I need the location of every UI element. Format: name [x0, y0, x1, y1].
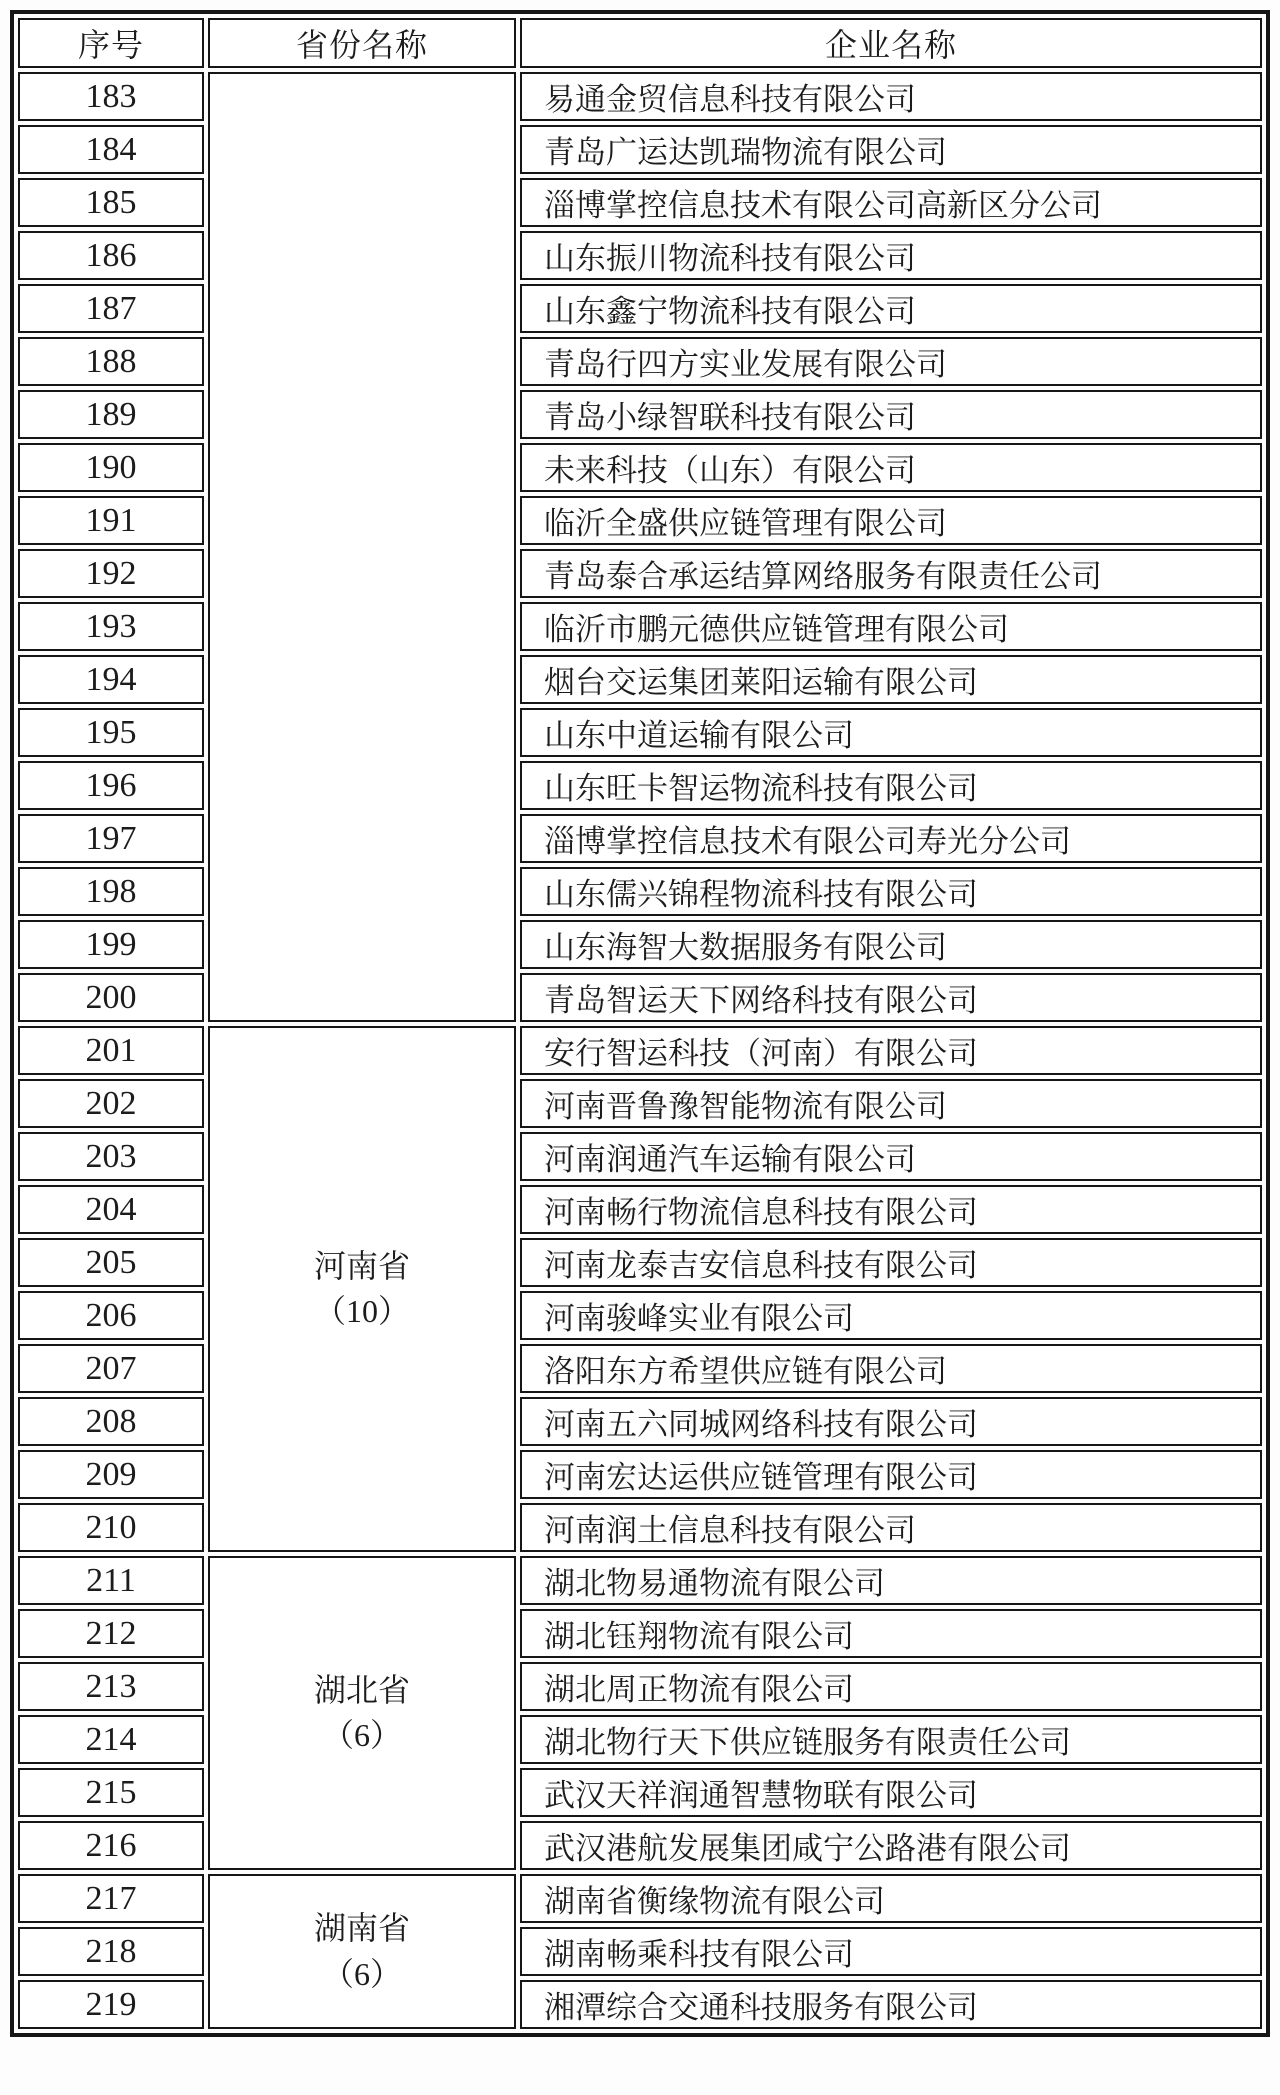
table-row [18, 1344, 1262, 1393]
serial-number-cell: 205 [18, 1238, 204, 1287]
serial-number-cell: 193 [18, 602, 204, 651]
serial-number-cell: 186 [18, 231, 204, 280]
serial-number-cell: 194 [18, 655, 204, 704]
company-name-cell: 河南龙泰吉安信息科技有限公司 [520, 1238, 1262, 1287]
serial-number-cell: 189 [18, 390, 204, 439]
serial-number-cell: 203 [18, 1132, 204, 1181]
table-row [18, 761, 1262, 810]
company-name-cell: 河南畅行物流信息科技有限公司 [520, 1185, 1262, 1234]
company-name-cell: 易通金贸信息科技有限公司 [520, 72, 1262, 121]
table-row [18, 1927, 1262, 1976]
serial-number-cell: 183 [18, 72, 204, 121]
serial-number-cell: 201 [18, 1026, 204, 1075]
table-row [18, 973, 1262, 1022]
table-row [18, 1238, 1262, 1287]
company-name-cell: 未来科技（山东）有限公司 [520, 443, 1262, 492]
column-header-serial: 序号 [18, 18, 204, 68]
serial-number-cell: 213 [18, 1662, 204, 1711]
table-row [18, 1609, 1262, 1658]
table-row [18, 125, 1262, 174]
company-name-cell: 山东振川物流科技有限公司 [520, 231, 1262, 280]
company-name-cell: 河南宏达运供应链管理有限公司 [520, 1450, 1262, 1499]
company-name-cell: 山东鑫宁物流科技有限公司 [520, 284, 1262, 333]
serial-number-cell: 185 [18, 178, 204, 227]
company-name-cell: 湖南畅乘科技有限公司 [520, 1927, 1262, 1976]
company-name-cell: 河南润土信息科技有限公司 [520, 1503, 1262, 1552]
table-row [18, 284, 1262, 333]
serial-number-cell: 190 [18, 443, 204, 492]
company-name-cell: 临沂市鹏元德供应链管理有限公司 [520, 602, 1262, 651]
company-name-cell: 青岛行四方实业发展有限公司 [520, 337, 1262, 386]
table-row [18, 443, 1262, 492]
company-name-cell: 青岛泰合承运结算网络服务有限责任公司 [520, 549, 1262, 598]
table-row [18, 1503, 1262, 1552]
serial-number-cell: 215 [18, 1768, 204, 1817]
company-name-cell: 山东儒兴锦程物流科技有限公司 [520, 867, 1262, 916]
company-roster-table [10, 10, 1270, 2037]
table-row [18, 1821, 1262, 1870]
province-cell [208, 1556, 516, 1870]
serial-number-cell: 209 [18, 1450, 204, 1499]
province-name: 湖南省 [313, 1910, 410, 1947]
table-row [18, 1715, 1262, 1764]
province-cell [208, 72, 516, 1022]
serial-number-cell: 207 [18, 1344, 204, 1393]
serial-number-cell: 214 [18, 1715, 204, 1764]
company-name-cell: 临沂全盛供应链管理有限公司 [520, 496, 1262, 545]
company-name-cell: 湘潭综合交通科技服务有限公司 [520, 1980, 1262, 2029]
serial-number-cell: 184 [18, 125, 204, 174]
province-cell [208, 1026, 516, 1552]
company-name-cell: 淄博掌控信息技术有限公司高新区分公司 [520, 178, 1262, 227]
company-name-cell: 湖南省衡缘物流有限公司 [520, 1874, 1262, 1923]
table-body [18, 72, 1262, 2029]
company-name-cell: 河南五六同城网络科技有限公司 [520, 1397, 1262, 1446]
company-name-cell: 青岛广运达凯瑞物流有限公司 [520, 125, 1262, 174]
company-name-cell: 烟台交运集团莱阳运输有限公司 [520, 655, 1262, 704]
table-row [18, 655, 1262, 704]
serial-number-cell: 198 [18, 867, 204, 916]
table-row [18, 1450, 1262, 1499]
company-name-cell: 武汉天祥润通智慧物联有限公司 [520, 1768, 1262, 1817]
table-row [18, 390, 1262, 439]
company-name-cell: 湖北物易通物流有限公司 [520, 1556, 1262, 1605]
table-row [18, 337, 1262, 386]
table-row [18, 1662, 1262, 1711]
province-cell [208, 1874, 516, 2029]
column-header-company: 企业名称 [520, 18, 1262, 68]
table-row [18, 814, 1262, 863]
serial-number-cell: 208 [18, 1397, 204, 1446]
table-row [18, 72, 1262, 121]
company-name-cell: 河南骏峰实业有限公司 [520, 1291, 1262, 1340]
company-name-cell: 湖北周正物流有限公司 [520, 1662, 1262, 1711]
table-row [18, 1079, 1262, 1128]
table-row [18, 231, 1262, 280]
column-header-province: 省份名称 [208, 18, 516, 68]
table-row [18, 1556, 1262, 1605]
serial-number-cell: 196 [18, 761, 204, 810]
serial-number-cell: 191 [18, 496, 204, 545]
table-header [18, 18, 1262, 68]
province-name: 河南省 [313, 1247, 410, 1284]
company-name-cell: 山东中道运输有限公司 [520, 708, 1262, 757]
table-row [18, 920, 1262, 969]
table-row [18, 178, 1262, 227]
province-count: （6） [321, 1955, 402, 1992]
table-row [18, 1291, 1262, 1340]
province-count: （6） [321, 1717, 402, 1753]
serial-number-cell: 210 [18, 1503, 204, 1552]
company-name-cell: 武汉港航发展集团咸宁公路港有限公司 [520, 1821, 1262, 1870]
serial-number-cell: 218 [18, 1927, 204, 1976]
company-name-cell: 淄博掌控信息技术有限公司寿光分公司 [520, 814, 1262, 863]
serial-number-cell: 197 [18, 814, 204, 863]
table-row [18, 1132, 1262, 1181]
province-name: 湖北省 [313, 1671, 410, 1708]
table-row [18, 1980, 1262, 2029]
serial-number-cell: 212 [18, 1609, 204, 1658]
serial-number-cell: 188 [18, 337, 204, 386]
table-row [18, 1397, 1262, 1446]
company-name-cell: 湖北钰翔物流有限公司 [520, 1609, 1262, 1658]
serial-number-cell: 217 [18, 1874, 204, 1923]
table-row [18, 1185, 1262, 1234]
table-row [18, 1874, 1262, 1923]
table-row [18, 496, 1262, 545]
company-name-cell: 青岛智运天下网络科技有限公司 [520, 973, 1262, 1022]
company-name-cell: 洛阳东方希望供应链有限公司 [520, 1344, 1262, 1393]
serial-number-cell: 192 [18, 549, 204, 598]
company-name-cell: 青岛小绿智联科技有限公司 [520, 390, 1262, 439]
serial-number-cell: 195 [18, 708, 204, 757]
serial-number-cell: 199 [18, 920, 204, 969]
serial-number-cell: 187 [18, 284, 204, 333]
table-row [18, 708, 1262, 757]
header-row [18, 18, 1262, 68]
serial-number-cell: 216 [18, 1821, 204, 1870]
company-name-cell: 山东海智大数据服务有限公司 [520, 920, 1262, 969]
serial-number-cell: 202 [18, 1079, 204, 1128]
serial-number-cell: 204 [18, 1185, 204, 1234]
serial-number-cell: 211 [18, 1556, 204, 1605]
serial-number-cell: 206 [18, 1291, 204, 1340]
company-name-cell: 河南晋鲁豫智能物流有限公司 [520, 1079, 1262, 1128]
company-name-cell: 河南润通汽车运输有限公司 [520, 1132, 1262, 1181]
table-row [18, 1026, 1262, 1075]
company-name-cell: 湖北物行天下供应链服务有限责任公司 [520, 1715, 1262, 1764]
table-row [18, 602, 1262, 651]
table-row [18, 867, 1262, 916]
company-name-cell: 山东旺卡智运物流科技有限公司 [520, 761, 1262, 810]
serial-number-cell: 219 [18, 1980, 204, 2029]
province-count: （10） [313, 1293, 410, 1329]
serial-number-cell: 200 [18, 973, 204, 1022]
table-row [18, 549, 1262, 598]
company-name-cell: 安行智运科技（河南）有限公司 [520, 1026, 1262, 1075]
table-row [18, 1768, 1262, 1817]
